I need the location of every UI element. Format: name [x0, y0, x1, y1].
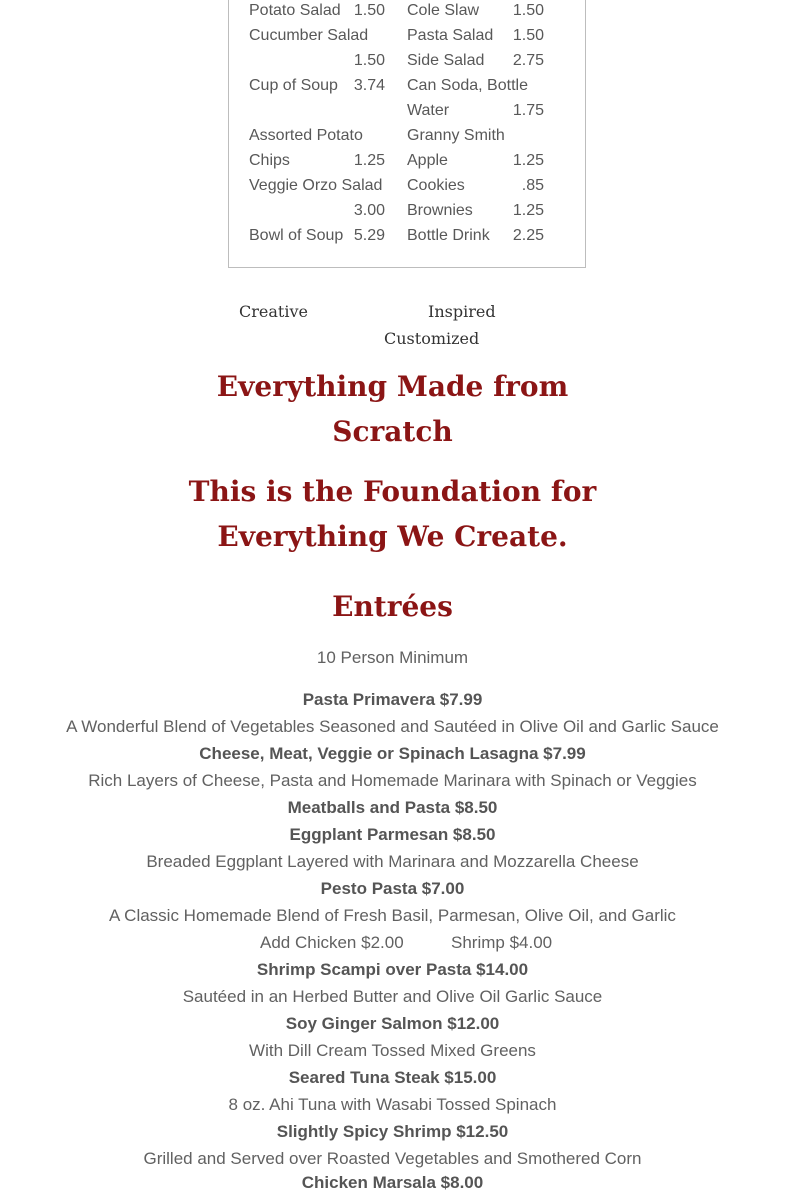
- side-item-name: Cole Slaw: [407, 2, 480, 19]
- side-item-name: Water: [407, 102, 450, 119]
- side-item-price: 1.25: [512, 152, 544, 169]
- side-item-name: Brownies: [407, 202, 473, 219]
- entree-title: Chicken Marsala $8.00: [301, 1173, 484, 1192]
- entree-title: Eggplant Parmesan $8.50: [289, 825, 496, 844]
- scratch-heading-line: Everything Made from: [216, 370, 569, 403]
- entree-description: A Wonderful Blend of Vegetables Seasoned and Sautéed in Olive Oil and Garlic Sauce: [66, 717, 719, 736]
- side-item-name: Granny Smith: [407, 127, 505, 144]
- entree-description: A Classic Homemade Blend of Fresh Basil, Parmesan, Olive Oil, and Garlic: [109, 906, 676, 925]
- side-item-price: 1.25: [512, 202, 544, 219]
- side-item-name: Pasta Salad: [407, 27, 494, 44]
- scratch-heading: [0, 364, 785, 454]
- entree-title: Meatballs and Pasta $8.50: [287, 798, 498, 817]
- side-item-name: Cucumber Salad: [249, 27, 369, 44]
- entree-description: Breaded Eggplant Layered with Marinara and Mozzarella Cheese: [146, 852, 639, 871]
- foundation-heading-line: This is the Foundation for: [188, 475, 597, 508]
- side-item-price: 2.75: [512, 52, 544, 69]
- entree-description: 8 oz. Ahi Tuna with Wasabi Tossed Spinach: [228, 1095, 557, 1114]
- side-item-name: Apple: [407, 152, 448, 169]
- side-item-price: 2.25: [512, 227, 544, 244]
- add-chicken-option: Add Chicken $2.00: [260, 933, 404, 952]
- side-item-name: Side Salad: [407, 52, 485, 69]
- entree-title: Soy Ginger Salmon $12.00: [285, 1014, 500, 1033]
- side-item-name: Cookies: [407, 177, 465, 194]
- entree-title: Pesto Pasta $7.00: [320, 879, 465, 898]
- tagline-customized: Customized: [384, 329, 480, 348]
- scratch-heading-line: Scratch: [332, 415, 453, 448]
- side-item-name: Assorted Potato: [249, 127, 363, 144]
- entree-title: Shrimp Scampi over Pasta $14.00: [256, 960, 529, 979]
- side-item-price: 1.50: [353, 2, 385, 19]
- side-item-name: Potato Salad: [249, 2, 341, 19]
- tagline-creative: Creative: [239, 302, 308, 321]
- entrees-heading: [0, 584, 785, 629]
- tagline-inspired: Inspired: [428, 302, 496, 321]
- entree-description: Grilled and Served over Roasted Vegetables and Smothered Corn: [143, 1149, 642, 1168]
- side-item-name: Veggie Orzo Salad: [249, 177, 383, 194]
- side-item-name: Chips: [249, 152, 290, 169]
- person-minimum: 10 Person Minimum: [316, 648, 469, 667]
- side-item-price: 1.50: [512, 2, 544, 19]
- side-item-name: Can Soda, Bottle: [407, 77, 528, 94]
- side-item-price: 3.00: [353, 202, 385, 219]
- side-item-price: 3.74: [353, 77, 385, 94]
- entree-title: Pasta Primavera $7.99: [302, 690, 483, 709]
- side-item-price: 1.75: [512, 102, 544, 119]
- entree-title: Slightly Spicy Shrimp $12.50: [276, 1122, 509, 1141]
- side-item-price: 1.50: [512, 27, 544, 44]
- foundation-heading-line: Everything We Create.: [217, 520, 568, 553]
- add-shrimp-option: Shrimp $4.00: [451, 933, 553, 952]
- side-item-name: Bowl of Soup: [249, 227, 344, 244]
- entree-title: Cheese, Meat, Veggie or Spinach Lasagna $7.99: [199, 744, 586, 763]
- side-item-price: 1.25: [353, 152, 385, 169]
- side-item-price: 5.29: [353, 227, 385, 244]
- entree-title: Seared Tuna Steak $15.00: [288, 1068, 497, 1087]
- side-item-price: 1.50: [353, 52, 385, 69]
- foundation-heading: [0, 469, 785, 559]
- entree-description: Sautéed in an Herbed Butter and Olive Oil Garlic Sauce: [182, 987, 603, 1006]
- entree-description: With Dill Cream Tossed Mixed Greens: [249, 1041, 536, 1060]
- side-item-name: Cup of Soup: [249, 77, 338, 94]
- side-item-name: Bottle Drink: [407, 227, 490, 244]
- entree-description: Rich Layers of Cheese, Pasta and Homemade Marinara with Spinach or Veggies: [88, 771, 697, 790]
- entrees-heading-text: Entrées: [332, 590, 453, 623]
- side-item-price: .85: [521, 177, 544, 194]
